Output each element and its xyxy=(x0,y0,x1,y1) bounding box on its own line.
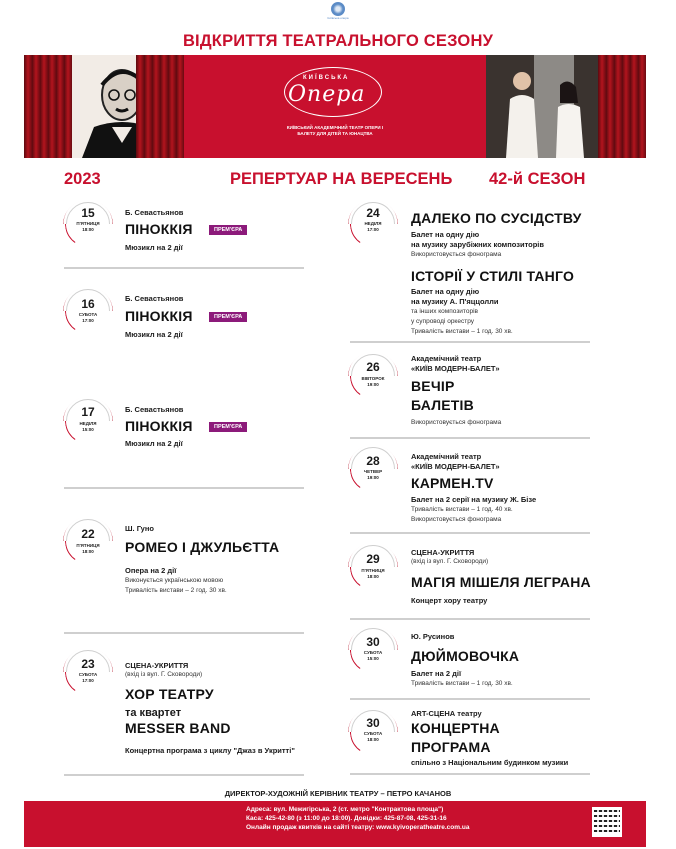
event-title: КОНЦЕРТНА xyxy=(411,720,500,736)
footer-contacts xyxy=(24,801,646,847)
event-note: Використовується фонограма xyxy=(411,251,502,258)
event-description: Балет на одну дію xyxy=(411,287,480,296)
event-weekday: СУБОТА xyxy=(78,312,98,317)
premiere-badge: ПРЕМ'ЄРА xyxy=(209,225,247,235)
event-title-second: БАЛЕТІВ xyxy=(411,397,474,413)
event-description: Концерт хору театру xyxy=(411,596,488,605)
year-label: 2023 xyxy=(64,170,101,188)
event-description: на музику А. П'яццолли xyxy=(411,297,499,306)
event-time: 17:00 xyxy=(82,318,94,323)
event-duration: Тривалість вистави – 2 год. 30 хв. xyxy=(125,587,227,594)
event-title-second: ІСТОРІЇ У СТИЛІ ТАНГО xyxy=(411,268,575,284)
section-divider xyxy=(64,267,304,269)
qr-code-icon[interactable] xyxy=(592,807,622,837)
event-day: 24 xyxy=(366,206,380,220)
event-weekday: СУБОТА xyxy=(363,650,383,655)
event-description: на музику зарубіжних композиторів xyxy=(411,240,545,249)
logo-title: Опера xyxy=(288,82,366,107)
event-title-second: MESSER BAND xyxy=(125,720,231,736)
section-divider xyxy=(350,698,590,700)
event-time: 18:00 xyxy=(82,549,94,554)
theatre-logo xyxy=(327,2,349,26)
footer-phones: Каса: 425-42-80 (з 11:00 до 18:00). Довідки: 425-87-08, 425-31-16 xyxy=(246,815,447,822)
event-venue-note: (вхід із вул. Г. Сковороди) xyxy=(125,671,203,678)
event-note: Виконується українською мовою xyxy=(125,577,224,584)
event-time: 15:00 xyxy=(367,656,379,661)
event-description: Мюзикл на 2 дії xyxy=(125,243,183,252)
event-description: Балет на 2 серії на музику Ж. Бізе xyxy=(411,495,537,504)
event-author: Б. Севастьянов xyxy=(125,294,184,303)
section-divider xyxy=(64,632,304,634)
event-day: 23 xyxy=(81,657,95,671)
event-day: 28 xyxy=(366,454,380,468)
event-company-name: «КИЇВ МОДЕРН-БАЛЕТ» xyxy=(411,364,500,373)
event-author: Ш. Гуно xyxy=(125,524,154,533)
event-description: Концертна програма з циклу "Джаз в Укритті" xyxy=(125,746,295,755)
event-venue: СЦЕНА-УКРИТТЯ xyxy=(411,548,475,557)
season-label: 42-й СЕЗОН xyxy=(489,170,586,188)
curtain-decoration xyxy=(136,55,184,158)
event-author: Ю. Русинов xyxy=(411,632,455,641)
logo-caption: Київська опера xyxy=(327,16,349,20)
event-venue-note: (вхід із вул. Г. Сковороди) xyxy=(411,558,489,565)
logo-subtitle: КИЇВСЬКА xyxy=(303,75,350,81)
event-description: спільно з Національним будинком музики xyxy=(411,758,569,767)
event-day: 26 xyxy=(366,360,380,374)
event-time: 15:00 xyxy=(82,427,94,432)
event-weekday: П'ЯТНИЦЯ xyxy=(361,568,385,573)
event-title: ВЕЧІР xyxy=(411,378,455,394)
event-venue: СЦЕНА-УКРИТТЯ xyxy=(125,661,189,670)
event-day: 29 xyxy=(366,552,380,566)
event-weekday: СУБОТА xyxy=(363,731,383,736)
event-title: РОМЕО І ДЖУЛЬЄТТА xyxy=(125,539,280,555)
event-title: ПІНОККІЯ xyxy=(125,308,193,324)
event-time: 19:00 xyxy=(367,382,379,387)
event-duration: Тривалість вистави – 1 год. 30 хв. xyxy=(411,328,513,335)
section-divider xyxy=(64,774,304,776)
event-day: 30 xyxy=(366,635,380,649)
opera-logo-panel xyxy=(184,55,486,158)
event-author: Б. Севастьянов xyxy=(125,208,184,217)
event-description: Мюзикл на 2 дії xyxy=(125,330,183,339)
event-title-connector: та квартет xyxy=(125,707,182,719)
event-title: ДЮЙМОВОЧКА xyxy=(411,648,520,664)
event-title: ДАЛЕКО ПО СУСІДСТВУ xyxy=(411,210,582,226)
event-time: 18:00 xyxy=(367,737,379,742)
event-author: Б. Севастьянов xyxy=(125,405,184,414)
banner xyxy=(24,55,646,158)
event-day: 22 xyxy=(81,527,95,541)
event-venue: ART-СЦЕНА театру xyxy=(411,709,482,718)
curtain-decoration xyxy=(598,55,646,158)
event-duration: Тривалість вистави – 1 год. 30 хв. xyxy=(411,680,513,687)
event-weekday: ВІВТОРОК xyxy=(361,376,385,381)
event-weekday: НЕДІЛЯ xyxy=(79,421,97,426)
event-note: Використовується фонограма xyxy=(411,419,502,426)
event-title: МАГІЯ МІШЕЛЯ ЛЕГРАНА xyxy=(411,574,591,590)
event-day: 15 xyxy=(81,206,95,220)
event-weekday: П'ЯТНИЦЯ xyxy=(76,543,100,548)
event-time: 18:00 xyxy=(367,574,379,579)
section-divider xyxy=(350,341,590,343)
event-note: та інших композиторів xyxy=(411,308,478,315)
event-time: 18:00 xyxy=(82,227,94,232)
event-description: Опера на 2 дії xyxy=(125,566,177,575)
section-divider xyxy=(64,487,304,489)
event-day: 30 xyxy=(366,716,380,730)
premiere-badge: ПРЕМ'ЄРА xyxy=(209,312,247,322)
event-title: КАРМЕН.TV xyxy=(411,475,494,491)
event-duration: Тривалість вистави – 1 год. 40 хв. xyxy=(411,506,513,513)
page-headline: ВІДКРИТТЯ ТЕАТРАЛЬНОГО СЕЗОНУ xyxy=(182,32,494,50)
footer-online-link[interactable]: Онлайн продаж квитків на сайті театру: www.kyivoperatheatre.com.ua xyxy=(246,824,470,831)
event-company-name: «КИЇВ МОДЕРН-БАЛЕТ» xyxy=(411,462,500,471)
performers-photo-icon xyxy=(486,55,598,158)
event-weekday: П'ЯТНИЦЯ xyxy=(76,221,100,226)
logo-caption-text: КИЇВСЬКИЙ АКАДЕМІЧНИЙ ТЕАТР ОПЕРИ І БАЛЕТУ ДЛЯ ДІТЕЙ ТА ЮНАЦТВА xyxy=(286,125,384,136)
section-divider xyxy=(350,437,590,439)
director-line: ДИРЕКТОР-ХУДОЖНІЙ КЕРІВНИК ТЕАТРУ – ПЕТРО КАЧАНОВ xyxy=(224,789,452,798)
premiere-badge: ПРЕМ'ЄРА xyxy=(209,422,247,432)
section-divider xyxy=(350,773,590,775)
event-weekday: НЕДІЛЯ xyxy=(364,221,382,226)
section-divider xyxy=(350,532,590,534)
event-weekday: ЧЕТВЕР xyxy=(363,469,383,474)
event-description: Балет на 2 дії xyxy=(411,669,462,678)
event-description: Мюзикл на 2 дії xyxy=(125,439,183,448)
stage-photo xyxy=(486,55,598,158)
section-divider xyxy=(350,618,590,620)
event-time: 19:00 xyxy=(367,475,379,480)
event-description: Балет на одну дію xyxy=(411,230,480,239)
event-title: ПІНОККІЯ xyxy=(125,221,193,237)
event-note: Використовується фонограма xyxy=(411,516,502,523)
logo-emblem-icon xyxy=(331,2,345,16)
event-note: у супроводі оркестру xyxy=(411,318,474,325)
event-title: ХОР ТЕАТРУ xyxy=(125,686,214,702)
event-title: ПІНОККІЯ xyxy=(125,418,193,434)
event-weekday: СУБОТА xyxy=(78,672,98,677)
event-time: 17:00 xyxy=(82,678,94,683)
event-day: 17 xyxy=(81,405,95,419)
repertoire-title: РЕПЕРТУАР НА ВЕРЕСЕНЬ xyxy=(230,170,453,188)
event-company: Академічний театр xyxy=(411,452,482,461)
event-title-second: ПРОГРАМА xyxy=(411,739,491,755)
event-time: 17:00 xyxy=(367,227,379,232)
event-day: 16 xyxy=(81,297,95,311)
event-company: Академічний театр xyxy=(411,354,482,363)
curtain-decoration xyxy=(24,55,72,158)
footer-address: Адреса: вул. Межигірська, 2 (ст. метро "Контрактова площа") xyxy=(246,806,444,813)
